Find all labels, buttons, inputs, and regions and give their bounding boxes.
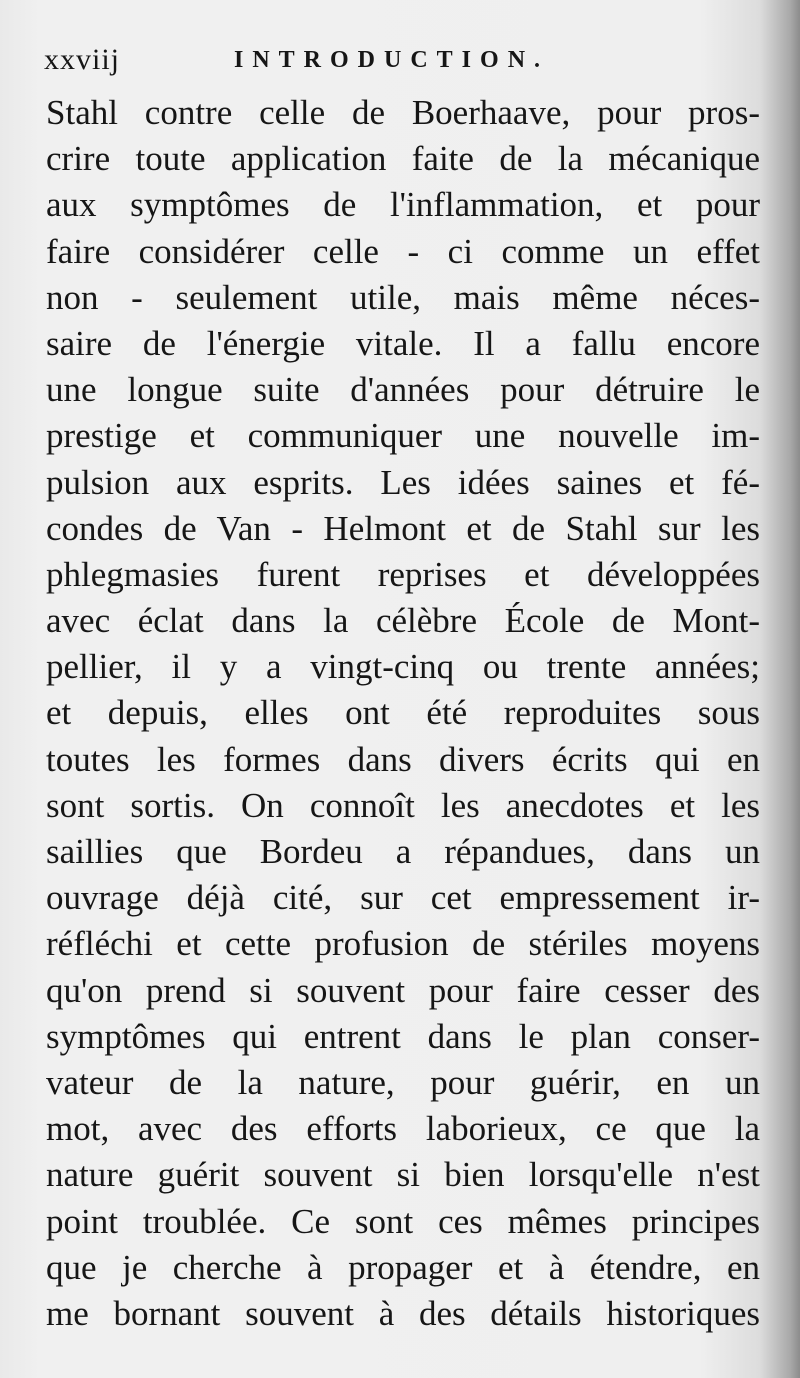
text-line: point troublée. Ce sont ces mêmes principes	[46, 1201, 760, 1241]
text-line: et depuis, elles ont été reproduites sous	[46, 693, 760, 733]
text-line: ouvrage déjà cité, sur cet empressement ir-	[46, 878, 760, 918]
text-line: mot, avec des efforts laborieux, ce que la	[46, 1109, 760, 1149]
text-line: pellier, il y a vingt-cinq ou trente années;	[46, 647, 760, 687]
text-line: me bornant souvent à des détails historiques	[46, 1293, 760, 1333]
text-line: pulsion aux esprits. Les idées saines et fé-	[46, 462, 760, 502]
text-line: crire toute application faite de la mécanique	[46, 139, 760, 179]
text-line: saillies que Bordeu a répandues, dans un	[46, 832, 760, 871]
body-text	[46, 90, 760, 1337]
text-line: phlegmasies furent reprises et développées	[46, 554, 760, 594]
text-line: saire de l'énergie vitale. Il a fallu encore	[46, 323, 760, 363]
text-line: nature guérit souvent si bien lorsqu'elle n'est	[46, 1155, 760, 1195]
text-line: avec éclat dans la célèbre École de Mont-	[46, 601, 760, 641]
text-line: aux symptômes de l'inflammation, et pour	[46, 185, 760, 225]
text-line: symptômes qui entrent dans le plan conser-	[46, 1016, 760, 1056]
text-line: vateur de la nature, pour guérir, en un	[46, 1062, 760, 1102]
text-line: Stahl contre celle de Boerhaave, pour pros-	[46, 93, 760, 132]
text-line: sont sortis. On connoît les anecdotes et les	[46, 785, 760, 825]
text-line: prestige et communiquer une nouvelle im-	[46, 416, 760, 456]
text-line: que je cherche à propager et à étendre, en	[46, 1247, 760, 1287]
running-head: INTRODUCTION.	[234, 47, 550, 73]
page-number: xxviij	[44, 43, 121, 76]
text-line: faire considérer celle - ci comme un effet	[46, 231, 760, 271]
text-line: toutes les formes dans divers écrits qui en	[46, 739, 760, 779]
text-line: condes de Van - Helmont et de Stahl sur les	[46, 508, 760, 548]
text-line: non - seulement utile, mais même néces-	[46, 277, 760, 317]
text-line: réfléchi et cette profusion de stériles moyens	[46, 924, 760, 964]
text-line: une longue suite d'années pour détruire le	[46, 370, 760, 410]
page-header	[44, 38, 764, 82]
text-line: qu'on prend si souvent pour faire cesser des	[46, 970, 760, 1010]
